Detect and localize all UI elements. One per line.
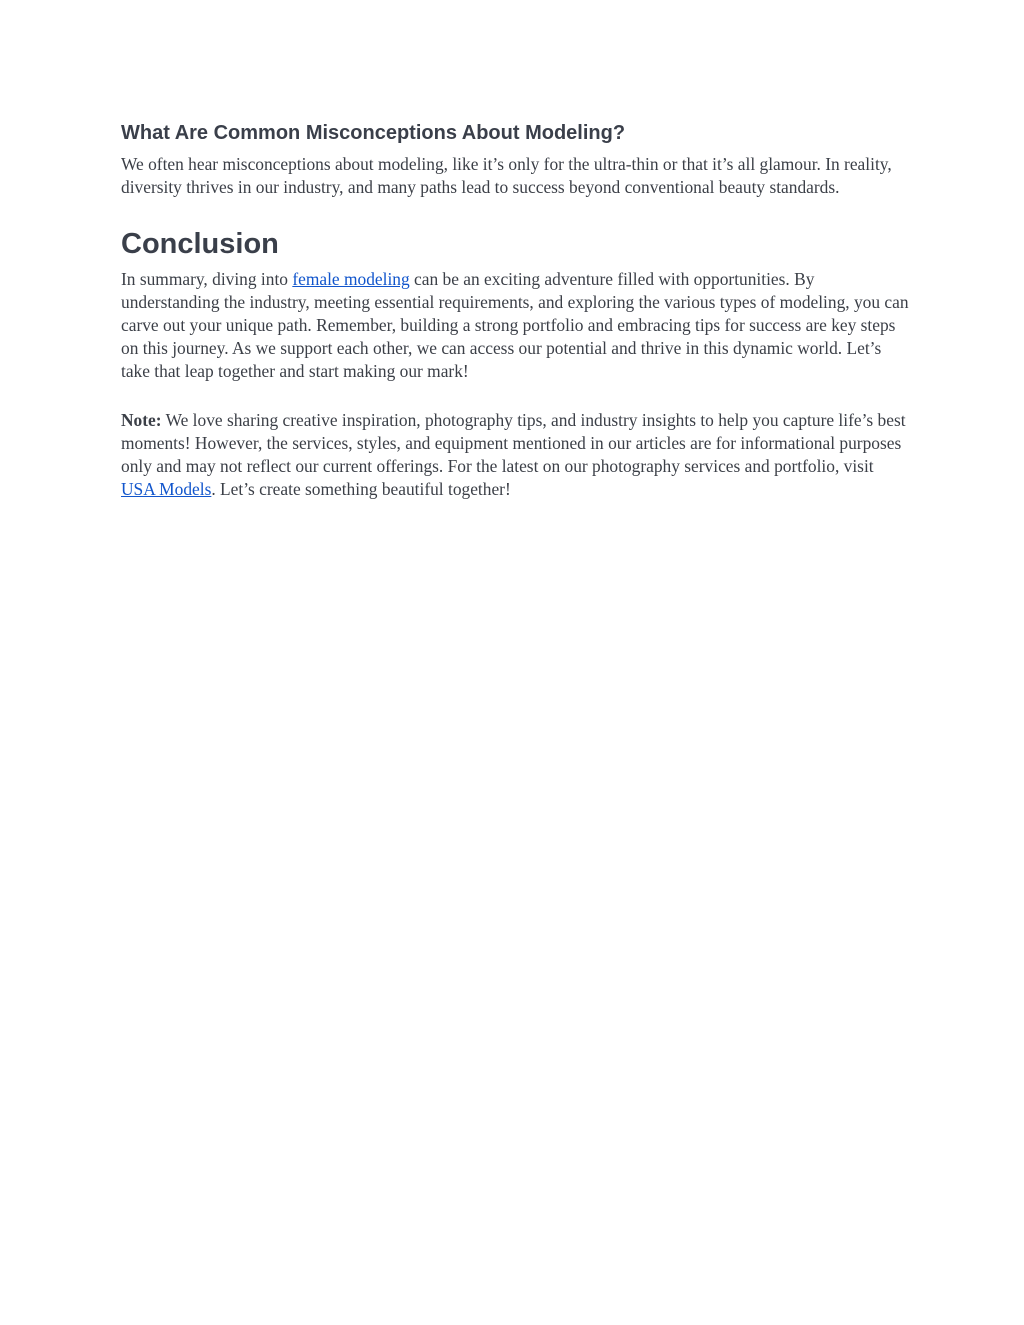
note-text-before-link: We love sharing creative inspiration, photography tips, and industry insights to help you capture life’s best moments! However, the services, styles, and equipment mentioned in our articles are for informational purposes only and may not reflect our current offerings. For the latest on our photography services and portfolio, visit <box>121 410 906 476</box>
article-content <box>121 119 911 501</box>
female-modeling-link[interactable]: female modeling <box>292 269 410 289</box>
note-text-after-link: . Let’s create something beautiful together! <box>211 479 511 499</box>
conclusion-paragraph <box>121 268 911 383</box>
note-label: Note: <box>121 410 162 430</box>
conclusion-heading: Conclusion <box>121 228 279 260</box>
conclusion-text-after-link: can be an exciting adventure filled with opportunities. By understanding the industry, meeting essential requirements, and exploring the various types of modeling, you can carve out your unique path. Remember, building a strong portfolio and embracing tips for success are key steps on this journey. As we support each other, we can access our potential and thrive in this dynamic world. Let’s take that leap together and start making our mark! <box>121 269 909 381</box>
misconceptions-heading: What Are Common Misconceptions About Modeling? <box>121 122 626 144</box>
usa-models-link[interactable]: USA Models <box>121 479 212 499</box>
conclusion-text-before-link: In summary, diving into <box>121 269 293 289</box>
misconceptions-paragraph: We often hear misconceptions about modeling, like it’s only for the ultra-thin or that it’s all glamour. In reality, diversity thrives in our industry, and many paths lead to success beyond conventional beauty standards. <box>121 154 892 197</box>
note-paragraph <box>121 409 911 501</box>
